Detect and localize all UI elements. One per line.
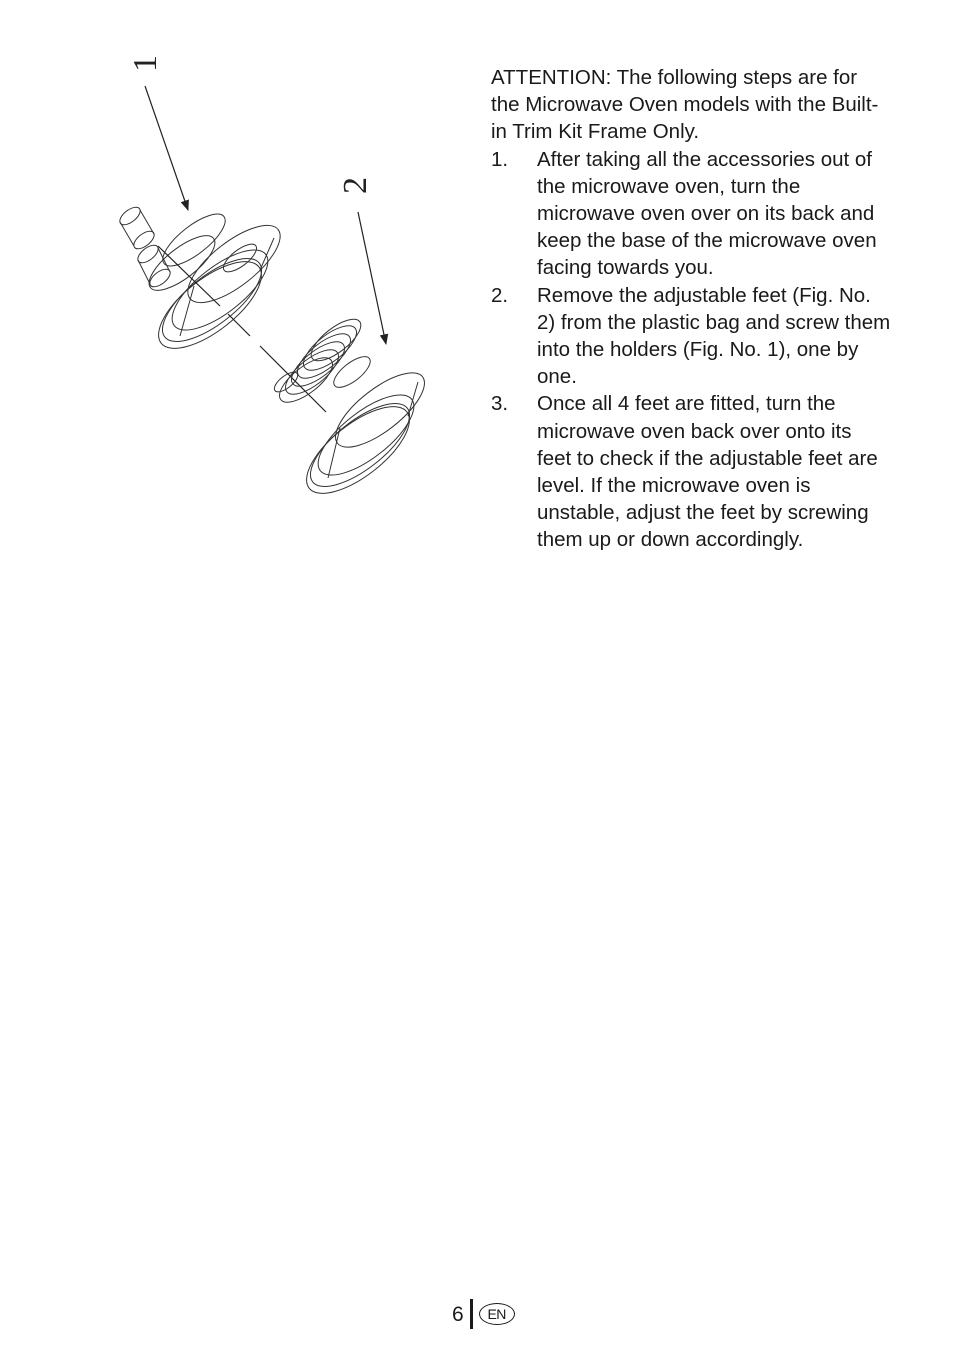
instructions [491,64,891,554]
step-text: Once all 4 feet are fitted, turn the microwave oven back over onto its feet to check if the adjustable feet are level. If the microwave oven is unstable, adjust the feet by screwing them up or down accordingly. [537,392,878,552]
attention-note: ATTENTION: The following steps are for the Microwave Oven models with the Built-in Trim Kit Frame Only. [491,66,879,144]
callout-arrow-1 [145,86,188,210]
adjustable-foot-part [271,312,435,509]
callout-arrow-2 [358,212,386,344]
adjustable-feet-diagram [100,50,440,510]
step-item [491,146,891,282]
step-number: 2. [491,283,509,307]
center-axis-line [158,246,326,412]
step-text: Remove the adjustable feet (Fig. No. 2) from the plastic bag and screw them into the holders (Fig. No. 1), one by one. [537,283,891,389]
step-item [491,282,891,391]
step-item [491,390,891,553]
assembly-figure [100,50,440,510]
page-number: 6 [452,1302,464,1326]
page-footer [452,1298,515,1330]
footer-divider [470,1299,473,1329]
step-number: 1. [491,147,509,171]
callout-label-2: 2 [337,177,374,194]
steps-list [491,146,891,554]
callout-label-1: 1 [127,55,164,72]
step-number: 3. [491,392,509,416]
holder-part [117,204,292,364]
step-text: After taking all the accessories out of the microwave oven, turn the microwave oven over on its back and keep the base of the microwave oven facing towards you. [537,147,877,280]
language-badge: EN [479,1303,515,1325]
